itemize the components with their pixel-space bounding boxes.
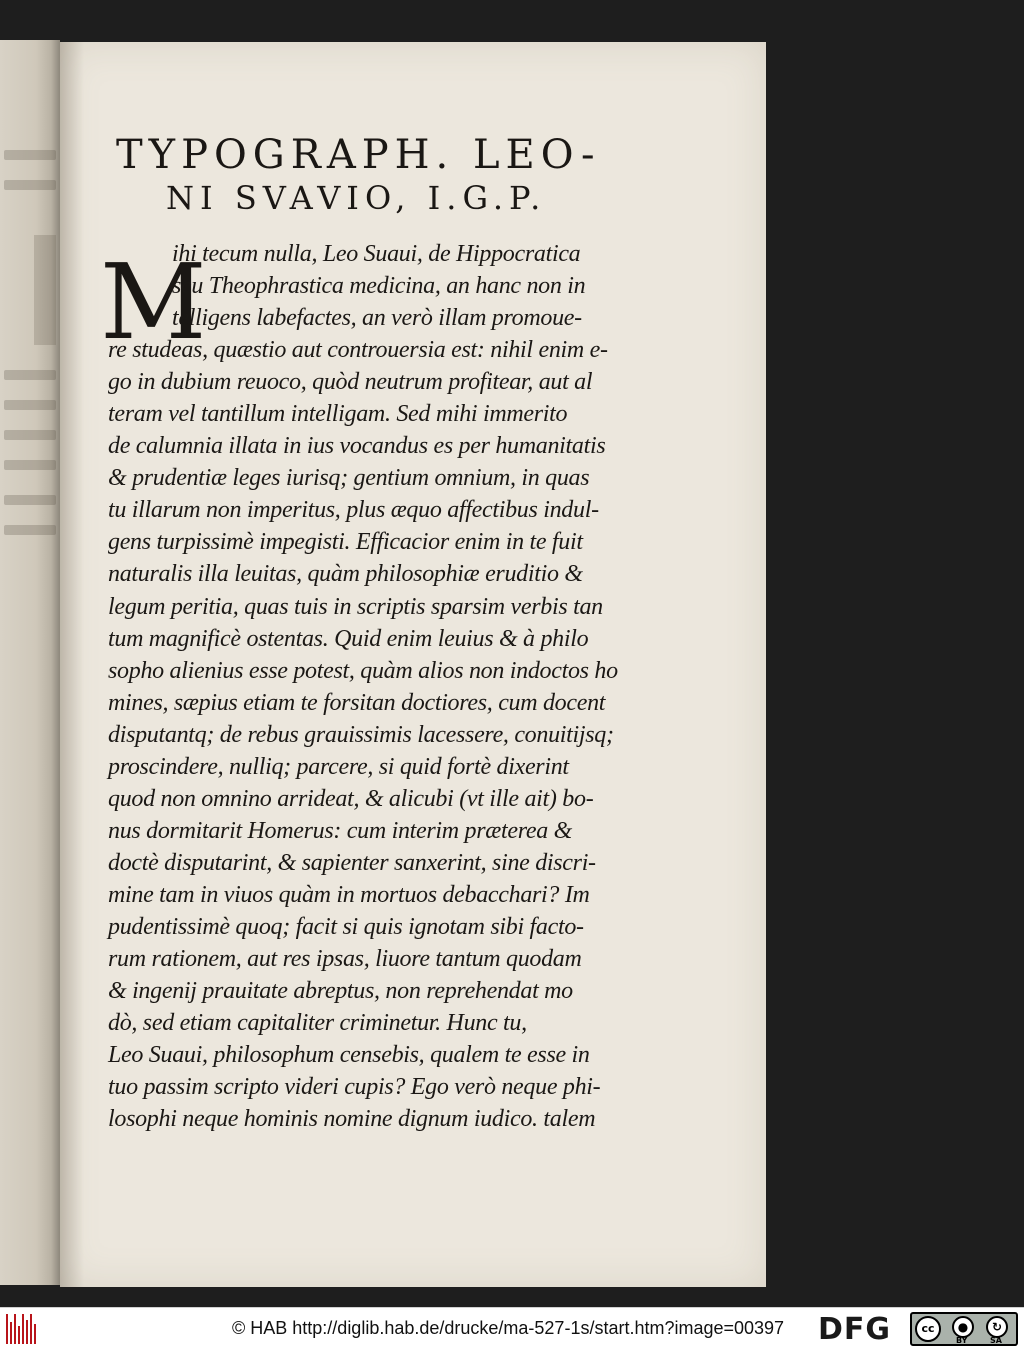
text-line: tuo passim scripto videri cupis? Ego verò neque phi-: [108, 1074, 601, 1101]
text-line: tu illarum non imperitus, plus æquo affectibus indul-: [108, 497, 599, 524]
previous-page-text-shadow: [4, 460, 56, 470]
previous-page-text-shadow: [4, 400, 56, 410]
text-line: quod non omnino arrideat, & alicubi (vt ille ait) bo-: [108, 785, 594, 812]
text-line: teram vel tantillum intelligam. Sed mihi immerito: [108, 401, 568, 428]
cc-icon: cc: [915, 1316, 941, 1342]
page-heading: [116, 132, 676, 218]
previous-page-text-shadow: [4, 150, 56, 160]
attribution-icon: ●: [952, 1316, 974, 1338]
text-line: naturalis illa leuitas, quàm philosophiæ eruditio &: [108, 561, 583, 588]
text-line: ihi tecum nulla, Leo Suaui, de Hippocratica: [172, 241, 581, 267]
text-line: & ingenij prauitate abreptus, non reprehendat mo: [108, 978, 573, 1005]
previous-page-text-shadow: [4, 180, 56, 190]
text-line: seu Theophrastica medicina, an hanc non in: [172, 273, 586, 300]
copyright-link[interactable]: © HAB http://diglib.hab.de/drucke/ma-527-1s/start.htm?image=00397: [232, 1318, 785, 1338]
previous-page-text-shadow: [4, 370, 56, 380]
creative-commons-license-badge[interactable]: [910, 1312, 1018, 1346]
text-line: mine tam in viuos quàm in mortuos debacchari? Im: [108, 881, 590, 908]
text-line: telligens labefactes, an verò illam promoue-: [172, 305, 582, 332]
sa-label: SA: [990, 1336, 1002, 1345]
page-gutter-shadow: [60, 42, 84, 1287]
hab-logo-icon: [6, 1314, 40, 1344]
book-page: [60, 42, 766, 1287]
by-label: BY: [956, 1336, 968, 1345]
text-line: go in dubium reuoco, quòd neutrum profitear, aut al: [108, 369, 593, 396]
previous-page-edge: [0, 40, 60, 1285]
text-line: tum magnificè ostentas. Quid enim leuius & à philo: [108, 625, 589, 652]
previous-page-text-shadow: [4, 525, 56, 535]
heading-line-1: TYPOGRAPH. LEO-: [116, 132, 601, 178]
text-line: disputantq; de rebus grauissimis lacessere, conuitijsq;: [108, 721, 614, 748]
text-line: pudentissimè quoq; facit si quis ignotam sibi facto-: [108, 913, 584, 940]
heading-line-2: NI SVAVIO, I.G.P.: [166, 179, 547, 217]
drop-cap-initial: M: [100, 241, 207, 363]
text-line: gens turpissimè impegisti. Efficacior enim in te fuit: [108, 529, 583, 556]
text-line: losophi neque hominis nomine dignum iudico. talem: [108, 1106, 596, 1133]
text-line: mines, sæpius etiam te forsitan doctiores, cum docent: [108, 689, 606, 716]
dfg-logo: DFG: [818, 1312, 892, 1347]
previous-page-drop-cap-shadow: [34, 235, 56, 345]
text-line: legum peritia, quas tuis in scriptis sparsim verbis tan: [108, 593, 603, 620]
body-text: [108, 238, 668, 1135]
text-line: proscindere, nulliq; parcere, si quid fortè dixerint: [108, 753, 569, 780]
text-line: re studeas, quæstio aut controuersia est: nihil enim e-: [108, 337, 608, 364]
text-line: Leo Suaui, philosophum censebis, qualem te esse in: [108, 1042, 590, 1069]
previous-page-text-shadow: [4, 495, 56, 505]
text-line: & prudentiæ leges iurisq; gentium omnium, in quas: [108, 465, 590, 492]
text-line: de calumnia illata in ius vocandus es per humanitatis: [108, 433, 606, 460]
text-line: nus dormitarit Homerus: cum interim præterea &: [108, 817, 572, 844]
share-alike-icon: ↻: [986, 1316, 1008, 1338]
text-line: rum rationem, aut res ipsas, liuore tantum quodam: [108, 946, 582, 973]
previous-page-text-shadow: [4, 430, 56, 440]
text-line: dò, sed etiam capitaliter criminetur. Hunc tu,: [108, 1010, 527, 1037]
text-line: sopho alienius esse potest, quàm alios non indoctos ho: [108, 657, 618, 684]
footer-bar: [0, 1307, 1024, 1350]
text-line: doctè disputarint, & sapienter sanxerint, sine discri-: [108, 849, 596, 876]
